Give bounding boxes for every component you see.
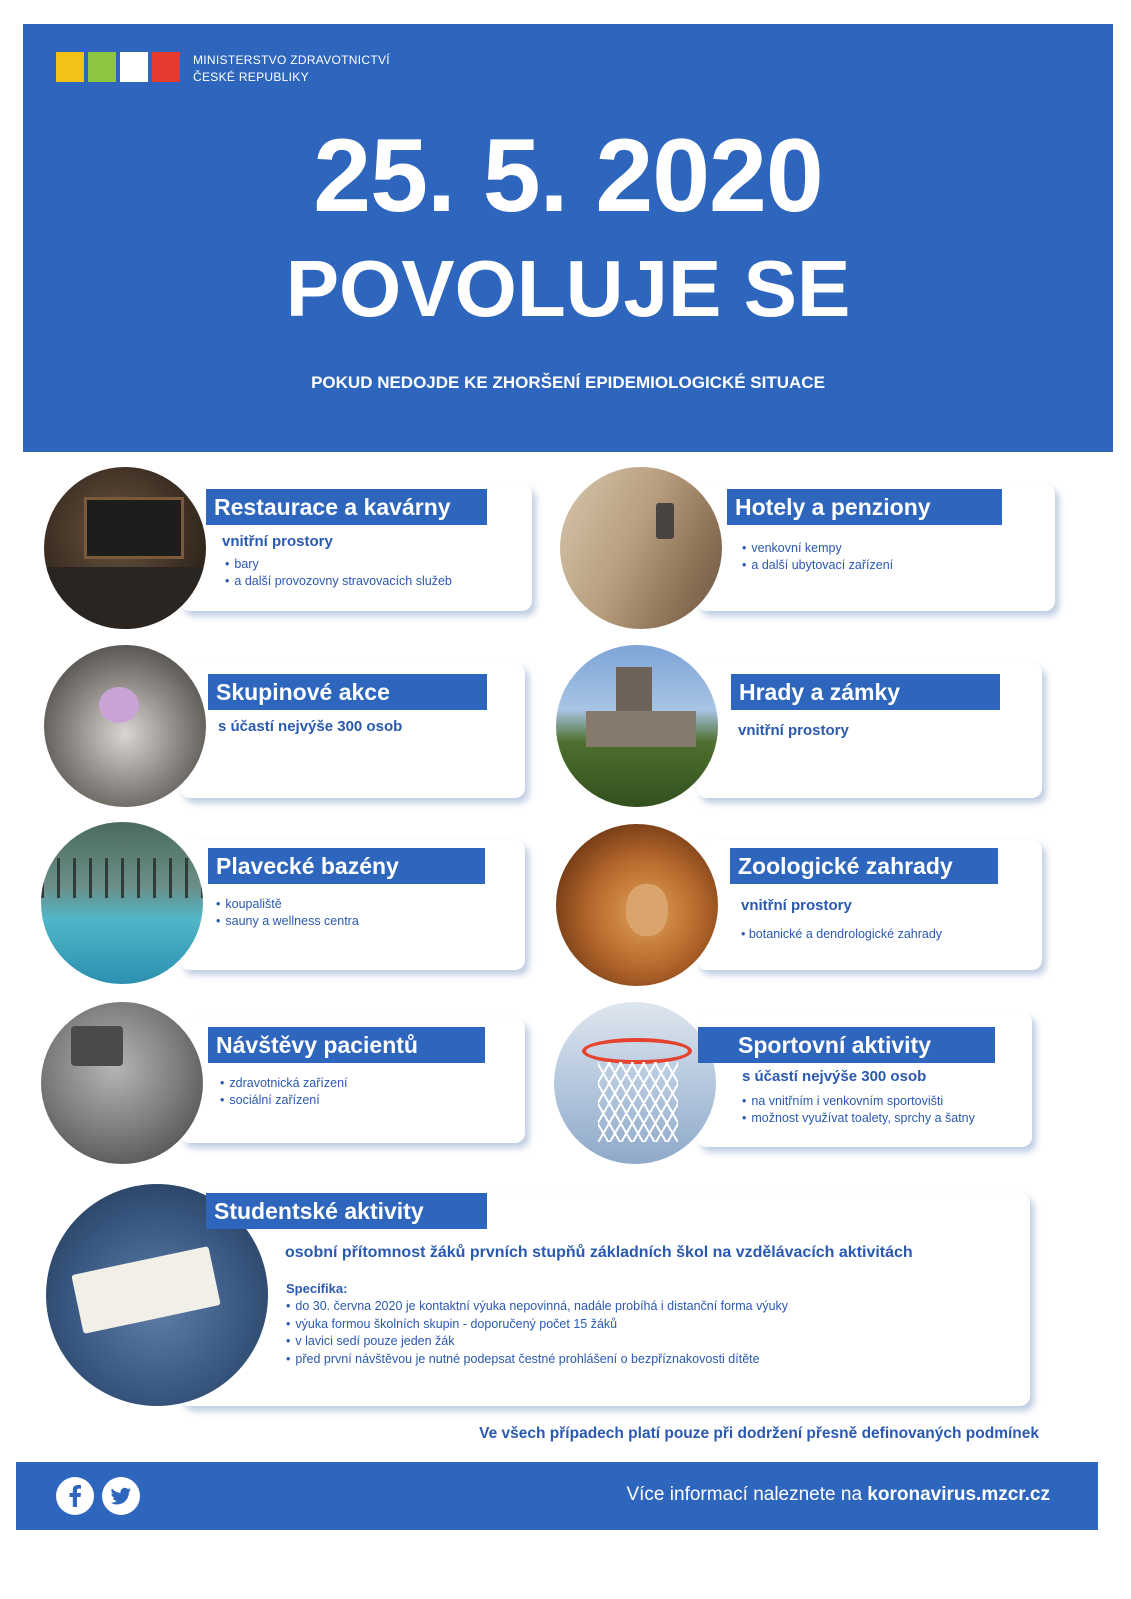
hotel-photo xyxy=(560,467,722,629)
footer-text-prefix: Více informací naleznete na xyxy=(626,1484,863,1505)
list-item: • do 30. června 2020 je kontaktní výuka nepovinná, nadále probíhá i distanční forma výuky xyxy=(286,1298,788,1316)
card-title-hotely: Hotely a penziony xyxy=(727,489,1002,525)
list-item: • venkovní kempy xyxy=(742,540,893,557)
list-item: • koupaliště xyxy=(216,896,359,913)
logo-yellow-block xyxy=(56,52,84,82)
card-title-skupinove: Skupinové akce xyxy=(208,674,487,710)
headline: POVOLUJE SE xyxy=(285,244,851,333)
card-subtitle-studenti: osobní přítomnost žáků prvních stupňů základních škol na vzdělávacích aktivitách xyxy=(285,1244,913,1261)
list-item: • bary xyxy=(225,556,452,573)
lion-photo xyxy=(556,824,718,986)
counter-shape xyxy=(44,567,206,629)
conditions-note: Ve všech případech platí pouze při dodržení přesně definovaných podmínek xyxy=(479,1425,1039,1442)
card-title-restaurace: Restaurace a kavárny xyxy=(206,489,487,525)
card-subtitle-sport: s účastí nejvýše 300 osob xyxy=(742,1068,927,1085)
list-zoo xyxy=(741,926,942,943)
pool-windows-shape xyxy=(41,858,203,898)
logo-red-block xyxy=(152,52,180,82)
twitter-icon[interactable] xyxy=(102,1477,140,1515)
footer-bar xyxy=(16,1462,1098,1530)
ministry-name-line2: ČESKÉ REPUBLIKY xyxy=(193,70,309,84)
list-item: • sociální zařízení xyxy=(220,1092,348,1109)
door-lock-shape xyxy=(656,503,674,539)
list-item: • možnost využívat toalety, sprchy a šatny xyxy=(742,1110,975,1127)
basketball-photo xyxy=(554,1002,716,1164)
card-subtitle-skupinove: s účastí nejvýše 300 osob xyxy=(218,718,403,735)
card-title-studenti: Studentské aktivity xyxy=(206,1193,487,1229)
facebook-icon-svg xyxy=(56,1477,94,1515)
list-hotely xyxy=(742,540,893,574)
date-heading: 25. 5. 2020 xyxy=(313,118,823,234)
list-navstevy xyxy=(220,1075,348,1109)
restaurant-photo xyxy=(44,467,206,629)
list-item: • v lavici sedí pouze jeden žák xyxy=(286,1333,788,1351)
list-bazeny xyxy=(216,896,359,930)
card-subtitle-zoo: vnitřní prostory xyxy=(741,897,852,914)
card-title-bazeny: Plavecké bazény xyxy=(208,848,485,884)
list-item: • na vnitřním i venkovním sportovišti xyxy=(742,1093,975,1110)
lion-face-shape xyxy=(626,884,668,936)
ministry-name-line1: MINISTERSTVO ZDRAVOTNICTVÍ xyxy=(193,53,390,67)
bouquet-shape xyxy=(99,687,139,723)
facebook-icon[interactable] xyxy=(56,1477,94,1515)
list-item: • před první návštěvou je nutné podepsat čestné prohlášení o bezpříznakovosti dítěte xyxy=(286,1351,788,1369)
list-sport xyxy=(742,1093,975,1127)
hoop-net-shape xyxy=(598,1062,678,1142)
specifics-label: Specifika: xyxy=(286,1281,348,1296)
card-title-navstevy: Návštěvy pacientů xyxy=(208,1027,485,1063)
list-item: • výuka formou školních skupin - doporučený počet 15 žáků xyxy=(286,1316,788,1334)
list-studenti xyxy=(286,1298,788,1368)
list-bullet: • xyxy=(741,927,749,941)
open-book-shape xyxy=(71,1246,220,1334)
condition-text: POKUD NEDOJDE KE ZHORŠENÍ EPIDEMIOLOGICKÉ SITUACE xyxy=(311,373,825,392)
card-subtitle-restaurace: vnitřní prostory xyxy=(222,533,333,550)
hero-banner xyxy=(23,24,1113,452)
list-item: • a další provozovny stravovacích služeb xyxy=(225,573,452,590)
hospital-photo xyxy=(41,1002,203,1164)
logo-green-block xyxy=(88,52,116,82)
ministry-name xyxy=(193,52,390,86)
list-item: • zdravotnická zařízení xyxy=(220,1075,348,1092)
pool-photo xyxy=(41,822,203,984)
ministry-logo xyxy=(56,52,186,84)
card-title-sport: Sportovní aktivity xyxy=(698,1027,995,1063)
wedding-photo xyxy=(44,645,206,807)
logo-white-block xyxy=(120,52,148,82)
list-item: • a další ubytovací zařízení xyxy=(742,557,893,574)
hoop-rim-shape xyxy=(582,1038,692,1064)
footer-url-link[interactable]: koronavirus.mzcr.cz xyxy=(867,1484,1050,1505)
list-item: • sauny a wellness centra xyxy=(216,913,359,930)
list-restaurace xyxy=(225,556,452,590)
card-title-zoo: Zoologické zahrady xyxy=(730,848,998,884)
footer-info xyxy=(626,1484,1050,1506)
card-title-hrady: Hrady a zámky xyxy=(731,674,1000,710)
twitter-icon-svg xyxy=(102,1477,140,1515)
castle-walls-shape xyxy=(586,711,696,747)
card-subtitle-hrady: vnitřní prostory xyxy=(738,722,849,739)
monitor-shape xyxy=(71,1026,123,1066)
menu-board-shape xyxy=(84,497,184,559)
castle-photo xyxy=(556,645,718,807)
list-item: botanické a dendrologické zahrady xyxy=(748,927,943,941)
